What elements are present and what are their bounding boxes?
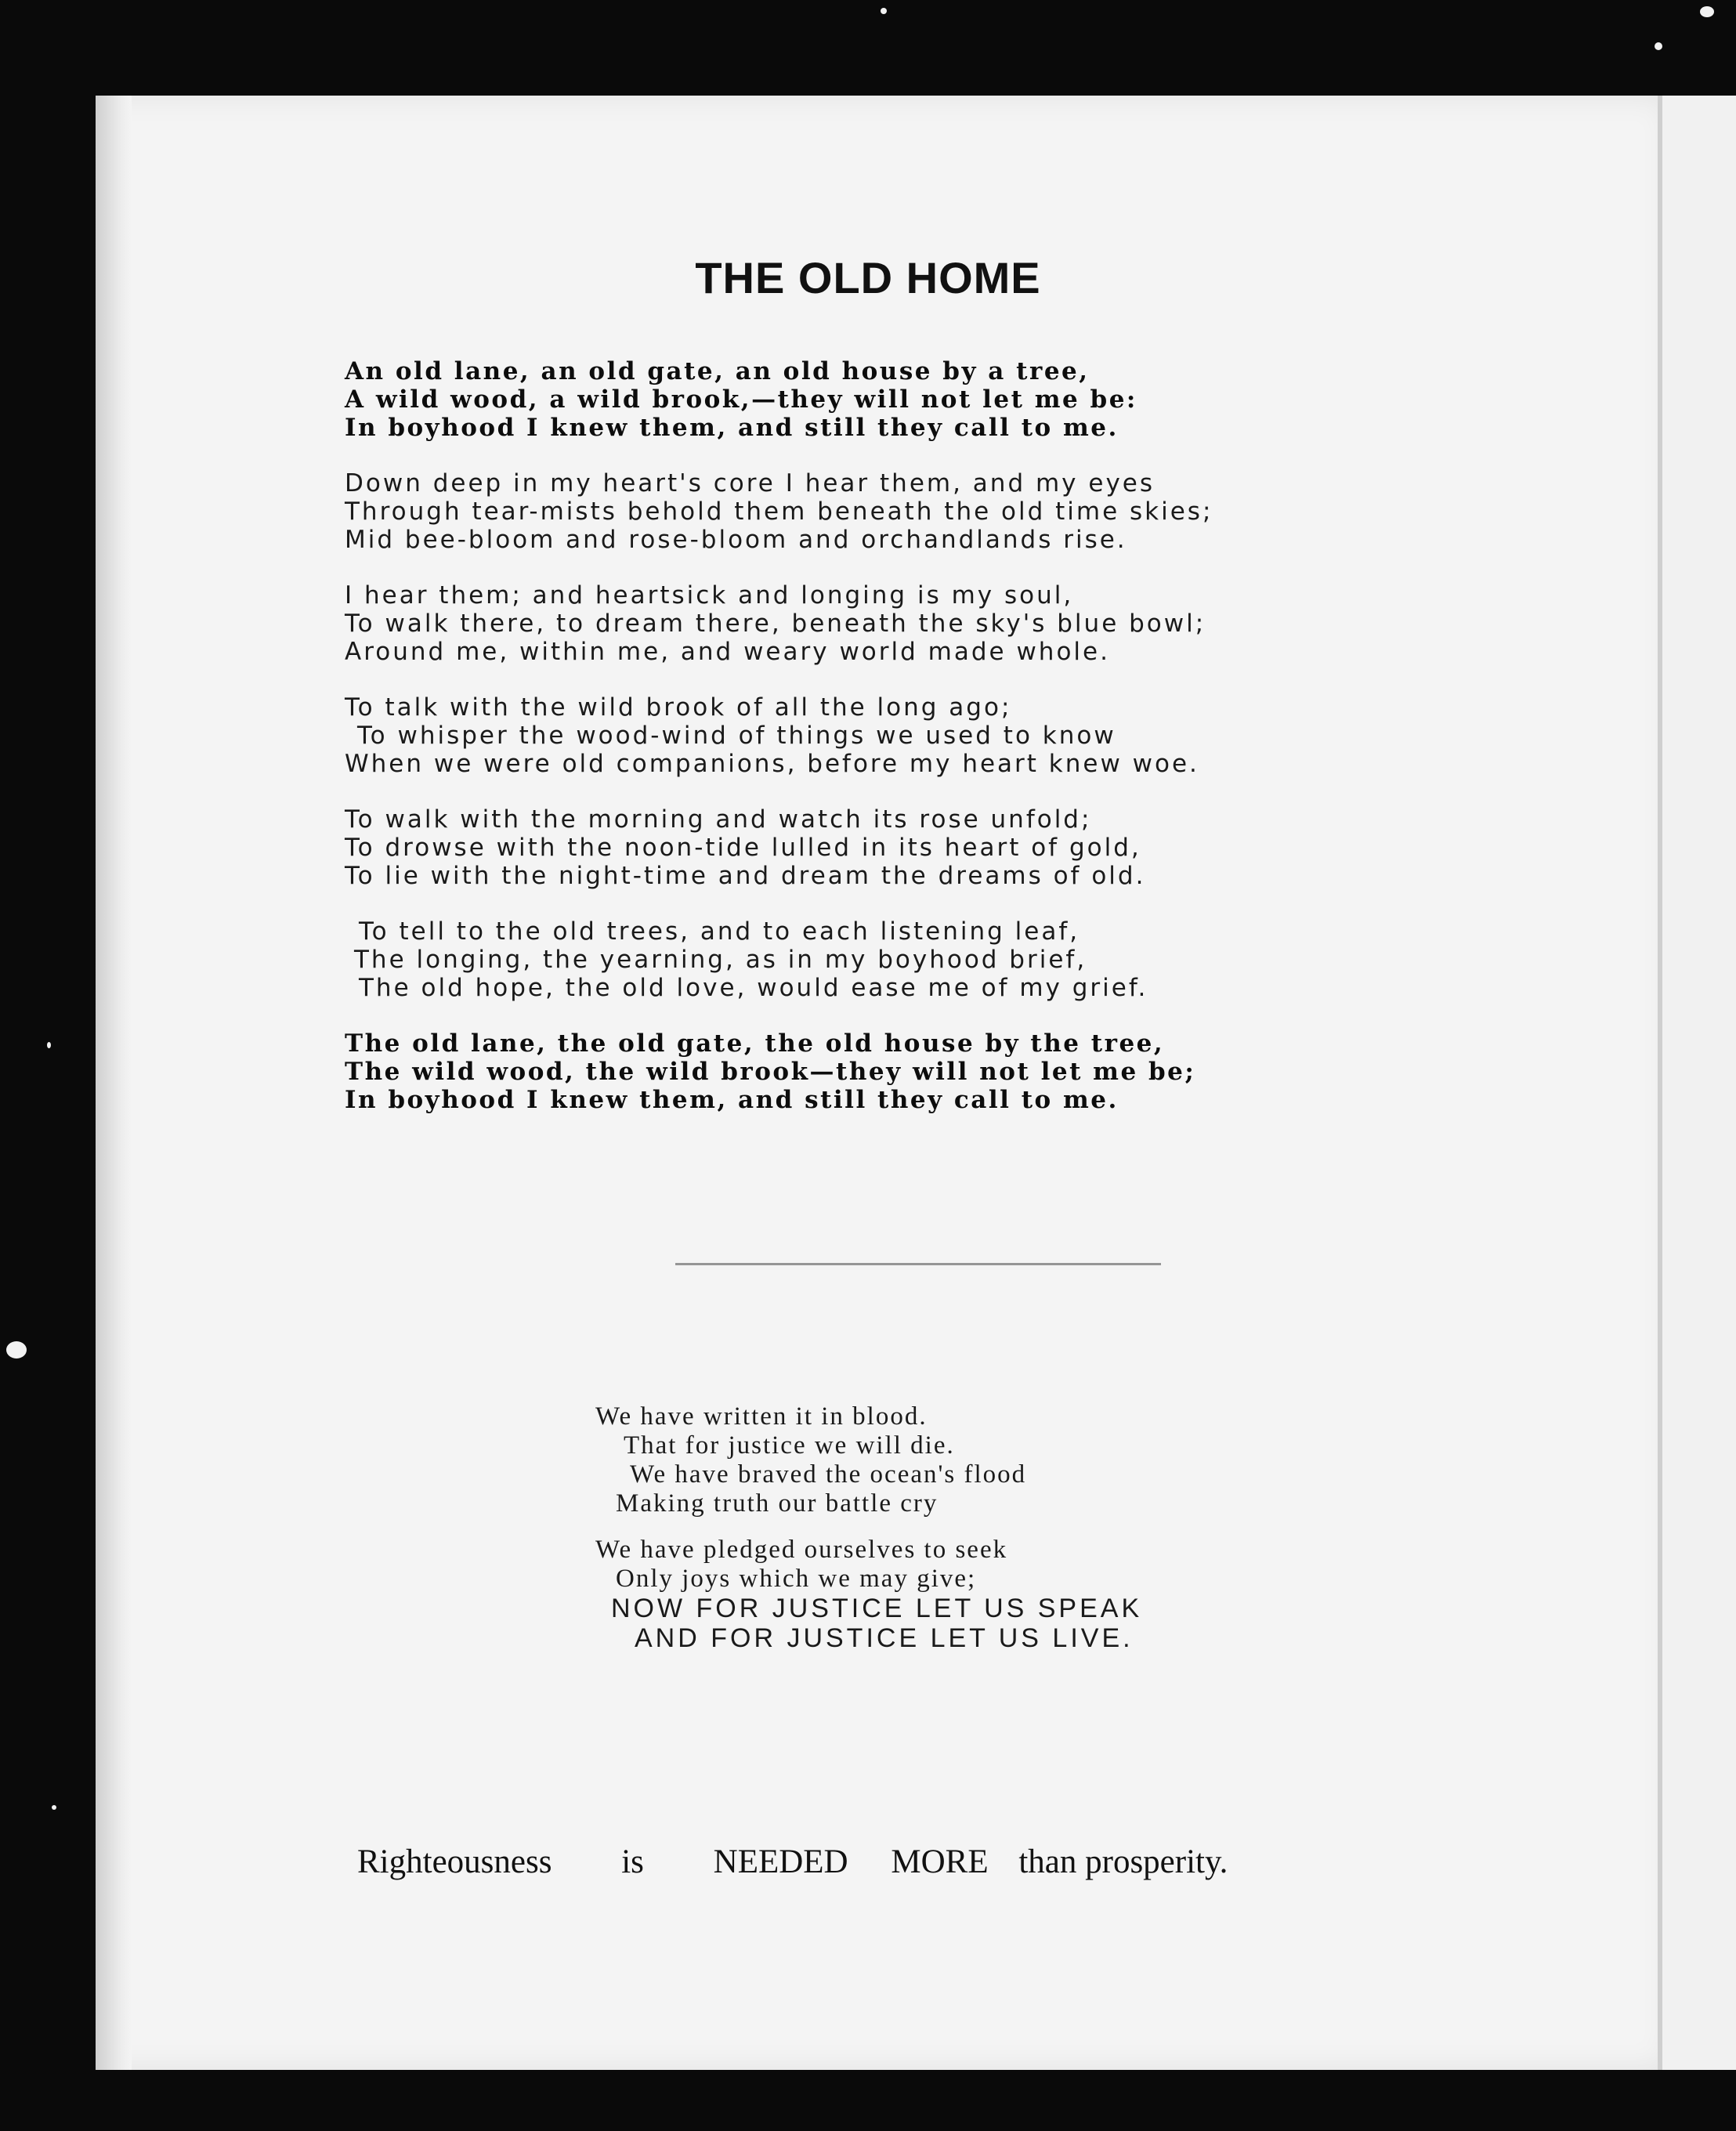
motto-word: is <box>621 1843 644 1880</box>
scan-speck <box>1655 42 1662 50</box>
motto-word: Righteousness <box>357 1843 552 1880</box>
adjacent-page-edge <box>1658 96 1736 2070</box>
poem-line: A wild wood, a wild brook,—they will not let me be: <box>345 385 1137 414</box>
verse-line: We have written it in blood. <box>595 1402 928 1431</box>
poem-line: Around me, within me, and weary world made whole. <box>345 638 1110 666</box>
poem-line: Through tear-mists behold them beneath the old time skies; <box>345 497 1213 526</box>
poem-line: The wild wood, the wild brook—they will not let me be; <box>345 1058 1196 1086</box>
scan-speck <box>1700 6 1714 17</box>
verse-line: That for justice we will die. <box>624 1431 955 1460</box>
motto-word: MORE <box>891 1843 989 1880</box>
justice-verse <box>595 1402 1300 1670</box>
verse-line: NOW FOR JUSTICE LET US SPEAK <box>611 1594 1143 1623</box>
poem-stanza <box>345 805 1457 890</box>
poem-stanza <box>345 581 1457 666</box>
poem-line: The longing, the yearning, as in my boyhood brief, <box>354 946 1087 974</box>
poem-line: The old hope, the old love, would ease me of my grief. <box>359 974 1148 1002</box>
verse-line: We have braved the ocean's flood <box>630 1460 1027 1489</box>
poem-line: When we were old companions, before my heart knew woe. <box>345 750 1199 778</box>
motto <box>357 1843 1470 1881</box>
page-edge <box>96 96 132 2070</box>
poem-line: I hear them; and heartsick and longing is my soul, <box>345 581 1074 610</box>
poem-stanza <box>345 693 1457 778</box>
poem-line: To drowse with the noon-tide lulled in its heart of gold, <box>345 834 1141 862</box>
scan-speck <box>6 1341 27 1359</box>
poem-stanza <box>345 1029 1457 1114</box>
poem-line: Down deep in my heart's core I hear them, and my eyes <box>345 469 1156 497</box>
poem-line: Mid bee-bloom and rose-bloom and orchandlands rise. <box>345 526 1127 554</box>
scan-speck <box>52 1805 56 1810</box>
poem-title: THE OLD HOME <box>695 253 1041 302</box>
poem-line: To tell to the old trees, and to each listening leaf, <box>359 917 1080 946</box>
poem-line: The old lane, the old gate, the old house by the tree, <box>345 1029 1165 1058</box>
motto-word: than prosperity. <box>1018 1843 1228 1880</box>
poem-line: In boyhood I knew them, and still they call to me. <box>345 1086 1119 1114</box>
motto-word: NEEDED <box>713 1843 848 1880</box>
poem-line: In boyhood I knew them, and still they call to me. <box>345 414 1119 442</box>
verse-line: Only joys which we may give; <box>616 1565 977 1593</box>
section-divider <box>675 1263 1161 1265</box>
verse-line: We have pledged ourselves to seek <box>595 1536 1008 1564</box>
verse-line: AND FOR JUSTICE LET US LIVE. <box>635 1623 1134 1653</box>
poem-line: To walk there, to dream there, beneath the sky's blue bowl; <box>345 610 1206 638</box>
poem-stanza <box>345 357 1457 442</box>
poem-stanza <box>345 469 1457 554</box>
poem-line: To whisper the wood-wind of things we used to know <box>357 722 1116 750</box>
scan-speck <box>881 8 887 14</box>
poem-stanza <box>345 917 1457 1002</box>
verse-stanza <box>595 1402 1300 1518</box>
poem-body <box>345 357 1457 1141</box>
scan-speck <box>47 1042 51 1048</box>
verse-line: Making truth our battle cry <box>616 1489 939 1518</box>
poem-line: To lie with the night-time and dream the dreams of old. <box>345 862 1146 890</box>
verse-stanza <box>595 1536 1300 1653</box>
poem-line: An old lane, an old gate, an old house by a tree, <box>345 357 1090 385</box>
poem-line: To walk with the morning and watch its rose unfold; <box>345 805 1092 834</box>
poem-line: To talk with the wild brook of all the long ago; <box>345 693 1012 722</box>
